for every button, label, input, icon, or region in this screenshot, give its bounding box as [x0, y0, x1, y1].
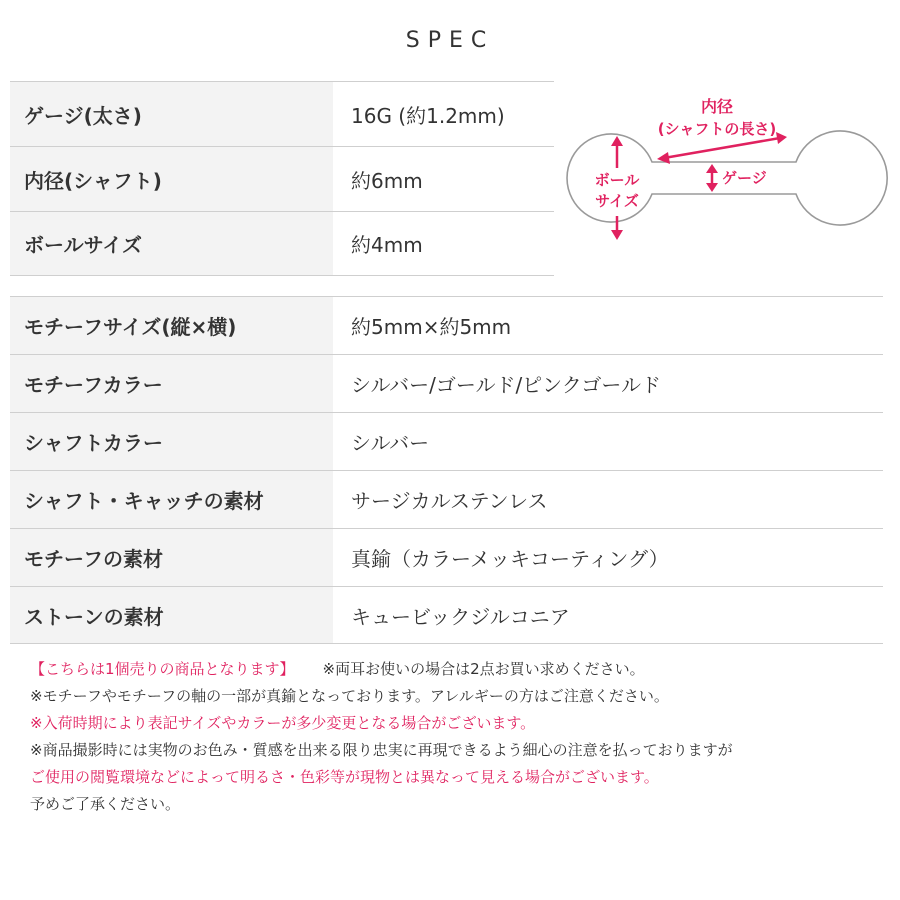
table-row [10, 412, 883, 470]
gauge-value: 16G (約1.2mm) [351, 103, 505, 128]
table-row [10, 211, 554, 276]
motif-size-label: モチーフサイズ(縦×横) [10, 297, 333, 354]
table-row [10, 470, 883, 528]
inner-diameter-label: 内径(シャフト) [10, 147, 333, 211]
motif-material-label: モチーフの素材 [10, 529, 333, 586]
photo-note: ※商品撮影時には実物のお色み・質感を出来る限り忠実に再現できるよう細心の注意を払っておりますが [30, 741, 733, 759]
ball-size-label: ボールサイズ [10, 212, 333, 275]
size-change-note: ※入荷時期により表記サイズやカラーが多少変更となる場合がございます。 [30, 714, 536, 732]
table-row [10, 528, 883, 586]
table-row [10, 586, 883, 644]
shaft-material-value: サージカルステンレス [351, 489, 548, 513]
single-item-note: 【こちらは1個売りの商品となります】 [30, 660, 295, 678]
gauge-label: ゲージ(太さ) [10, 82, 333, 146]
notes [30, 656, 890, 818]
gauge-arrow [706, 164, 718, 192]
pair-purchase-note: ※両耳お使いの場合は2点お買い求めください。 [322, 660, 645, 678]
shaft-color-value: シルバー [351, 431, 430, 455]
shaft-color-label: シャフトカラー [10, 413, 333, 470]
allergy-note: ※モチーフやモチーフの軸の一部が真鍮となっております。アレルギーの方はご注意ください。 [30, 687, 669, 705]
inner-diameter-label-2: (シャフトの長さ) [657, 120, 777, 138]
inner-diameter-label-1: 内径 [700, 97, 734, 116]
ball-size-value: 約4mm [351, 233, 423, 257]
stone-material-label: ストーンの素材 [10, 587, 333, 643]
stone-material-value: キュービックジルコニア [351, 604, 570, 629]
spec-title: SPEC [405, 28, 495, 53]
table-row [10, 354, 883, 412]
table-row [10, 296, 883, 354]
motif-size-value: 約5mm×約5mm [351, 315, 512, 339]
shaft-material-label: シャフト・キャッチの素材 [10, 471, 333, 528]
barbell-diagram [560, 88, 890, 248]
table-row [10, 81, 554, 146]
acknowledge-note: 予めご了承ください。 [30, 795, 181, 813]
motif-color-label: モチーフカラー [10, 355, 333, 412]
ball-size-label-2: サイズ [595, 192, 639, 210]
gauge-label-diagram: ゲージ [722, 169, 767, 187]
display-env-note: ご使用の閲覧環境などによって明るさ・色彩等が現物とは異なって見える場合がございます。 [30, 768, 659, 786]
inner-diameter-value: 約6mm [351, 168, 423, 193]
motif-color-value: シルバー/ゴールド/ピンクゴールド [351, 373, 661, 397]
table-row [10, 146, 554, 211]
note-line [30, 656, 890, 683]
motif-material-value: 真鍮（カラーメッキコーティング） [351, 547, 669, 571]
ball-size-label-1: ボール [594, 171, 640, 189]
